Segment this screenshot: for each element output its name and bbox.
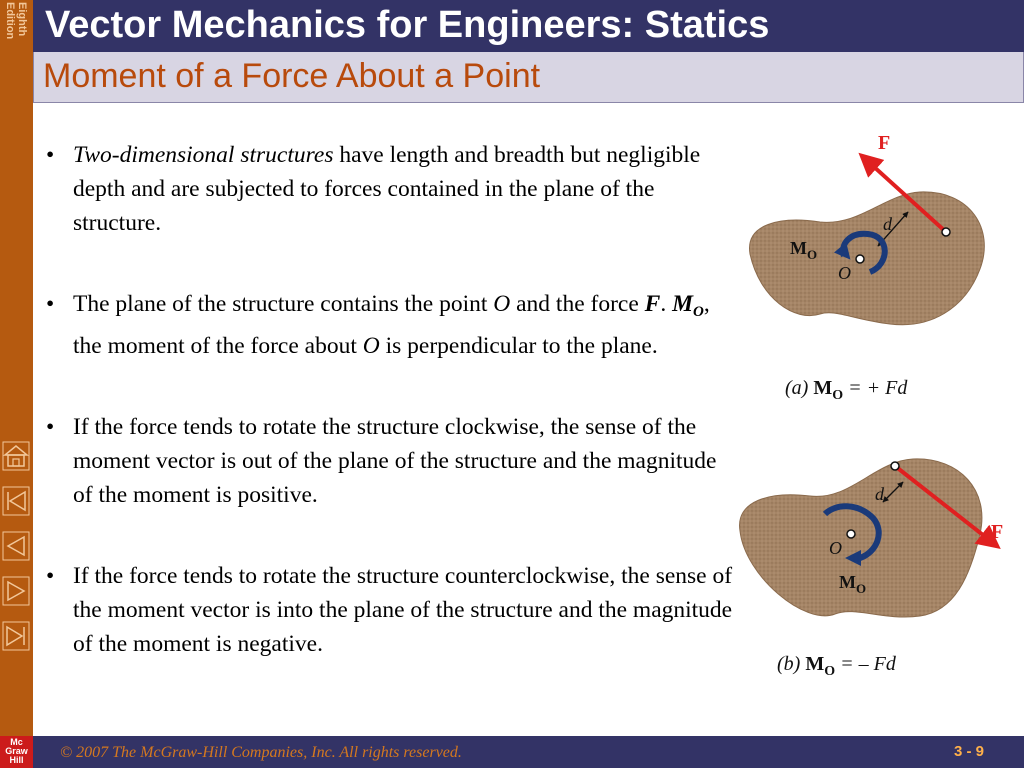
footer-bar <box>33 736 1024 768</box>
rigid-body-shape <box>750 192 985 325</box>
point-o-marker <box>856 255 864 263</box>
bullet-item: • The plane of the structure contains the point O and the force F. $M_O$, the moment of the force about O is perpendicular to the plane. <box>46 287 736 363</box>
moment-label: $M_O$ <box>790 238 818 262</box>
previous-slide-icon[interactable] <box>2 531 30 561</box>
moment-label: $M_O$ <box>839 572 867 596</box>
slide-title-bar <box>33 52 1024 103</box>
figure-b-caption: (b) $M_O$ = – Fd <box>777 653 896 679</box>
home-icon[interactable] <box>2 441 30 471</box>
copyright-text: © 2007 The McGraw-Hill Companies, Inc. All rights reserved. <box>60 744 462 761</box>
figure-a-caption: (a) $M_O$ = + Fd <box>785 377 908 403</box>
point-o-label: O <box>838 263 851 283</box>
point-o-label: O <box>829 538 842 558</box>
bullet-list <box>46 138 736 708</box>
distance-label: d <box>875 484 884 504</box>
force-application-point <box>891 462 899 470</box>
distance-label: d <box>883 214 892 234</box>
header-bar <box>33 0 1024 52</box>
bullet-item: • If the force tends to rotate the structure clockwise, the sense of the moment vector is out of the plane of the structure and the magnitude of the moment is positive. <box>46 410 736 512</box>
force-application-point <box>942 228 950 236</box>
edition-label <box>0 0 33 70</box>
mcgraw-hill-logo: Mc Graw Hill <box>0 736 33 768</box>
edition-line-2: Edition <box>4 2 16 40</box>
edition-line-1: Eighth <box>16 2 28 37</box>
page-number: 3 - 9 <box>953 743 984 760</box>
slide-title: Moment of a Force About a Point <box>43 57 541 95</box>
next-slide-icon[interactable] <box>2 576 30 606</box>
figure-b-moment-negative <box>735 446 1015 686</box>
figure-a-moment-positive <box>740 124 1000 406</box>
force-label: F <box>991 521 1004 543</box>
first-slide-icon[interactable] <box>2 486 30 516</box>
bullet-item: • Two-dimensional structures have length and breadth but negligible depth and are subjected to forces contained in the plane of the structure. <box>46 138 736 240</box>
course-title: Vector Mechanics for Engineers: Statics <box>45 4 770 46</box>
sidebar <box>0 0 33 768</box>
bullet-item: • If the force tends to rotate the structure counterclockwise, the sense of the moment vector is into the plane of the structure and the magnitude of the moment is negative. <box>46 559 736 661</box>
last-slide-icon[interactable] <box>2 621 30 651</box>
point-o-marker <box>847 530 855 538</box>
force-label: F <box>878 132 891 154</box>
